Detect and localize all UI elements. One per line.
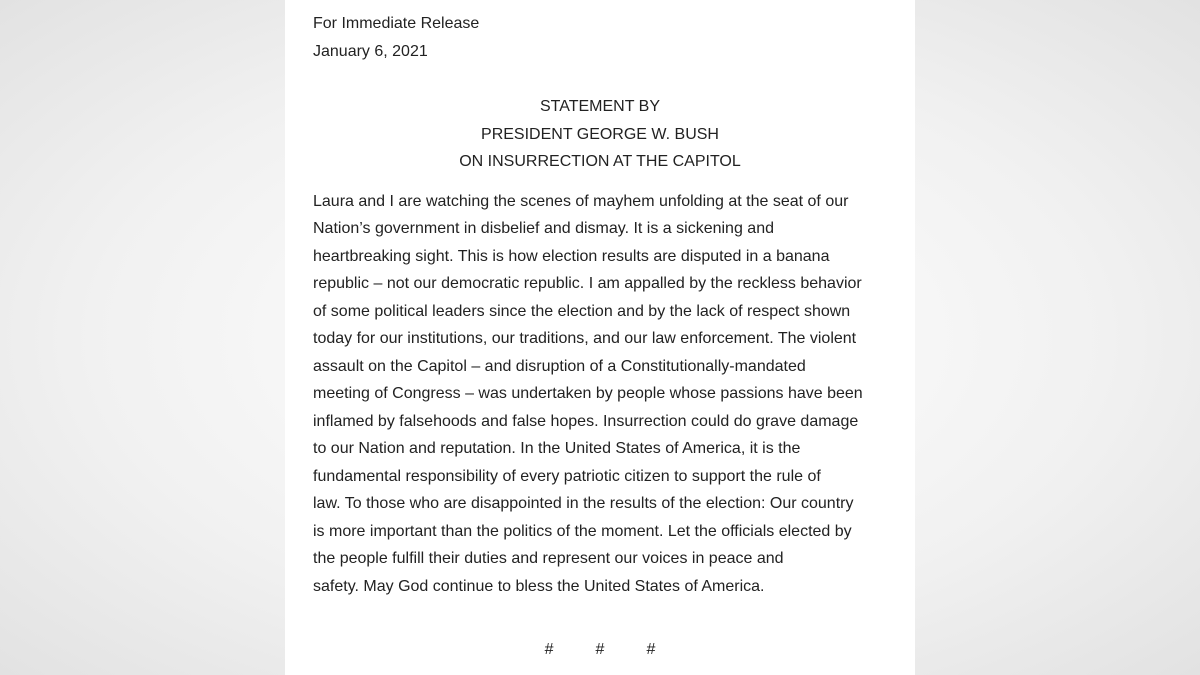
heading-line: PRESIDENT GEORGE W. BUSH	[481, 125, 719, 143]
release-date: January 6, 2021	[313, 42, 428, 60]
body-line: is more important than the politics of the moment. Let the officials elected by	[313, 522, 852, 540]
body-line: heartbreaking sight. This is how election results are disputed in a banana	[313, 247, 830, 265]
end-marks	[313, 640, 887, 660]
body-line: republic – not our democratic republic. I am appalled by the reckless behavior	[313, 275, 862, 292]
body-line: fundamental responsibility of every patriotic citizen to support the rule of	[313, 467, 821, 485]
body-line: today for our institutions, our traditions, and our law enforcement. The violent	[313, 330, 857, 347]
heading-line: ON INSURRECTION AT THE CAPITOL	[459, 153, 741, 170]
statement-body	[313, 188, 887, 601]
press-release-page	[285, 0, 915, 675]
body-line: Laura and I are watching the scenes of mayhem unfolding at the seat of our	[313, 192, 849, 210]
end-mark: #	[544, 641, 554, 658]
end-mark: #	[646, 641, 656, 658]
end-mark: #	[595, 641, 605, 658]
release-label: For Immediate Release	[313, 15, 480, 32]
heading-line: STATEMENT BY	[539, 98, 660, 115]
body-line: of some political leaders since the election and by the lack of respect shown	[313, 302, 851, 320]
body-line: assault on the Capitol – and disruption of a Constitutionally-mandated	[313, 357, 806, 375]
body-line: Nation’s government in disbelief and dismay. It is a sickening and	[313, 220, 774, 237]
body-line: law. To those who are disappointed in the results of the election: Our country	[313, 495, 854, 512]
body-line: to our Nation and reputation. In the United States of America, it is the	[313, 440, 801, 457]
statement-heading	[313, 93, 887, 176]
body-line: inflamed by falsehoods and false hopes. Insurrection could do grave damage	[313, 412, 859, 430]
body-line: safety. May God continue to bless the United States of America.	[313, 577, 765, 595]
body-line: the people fulfill their duties and represent our voices in peace and	[313, 550, 784, 567]
body-line: meeting of Congress – was undertaken by people whose passions have been	[313, 385, 863, 402]
